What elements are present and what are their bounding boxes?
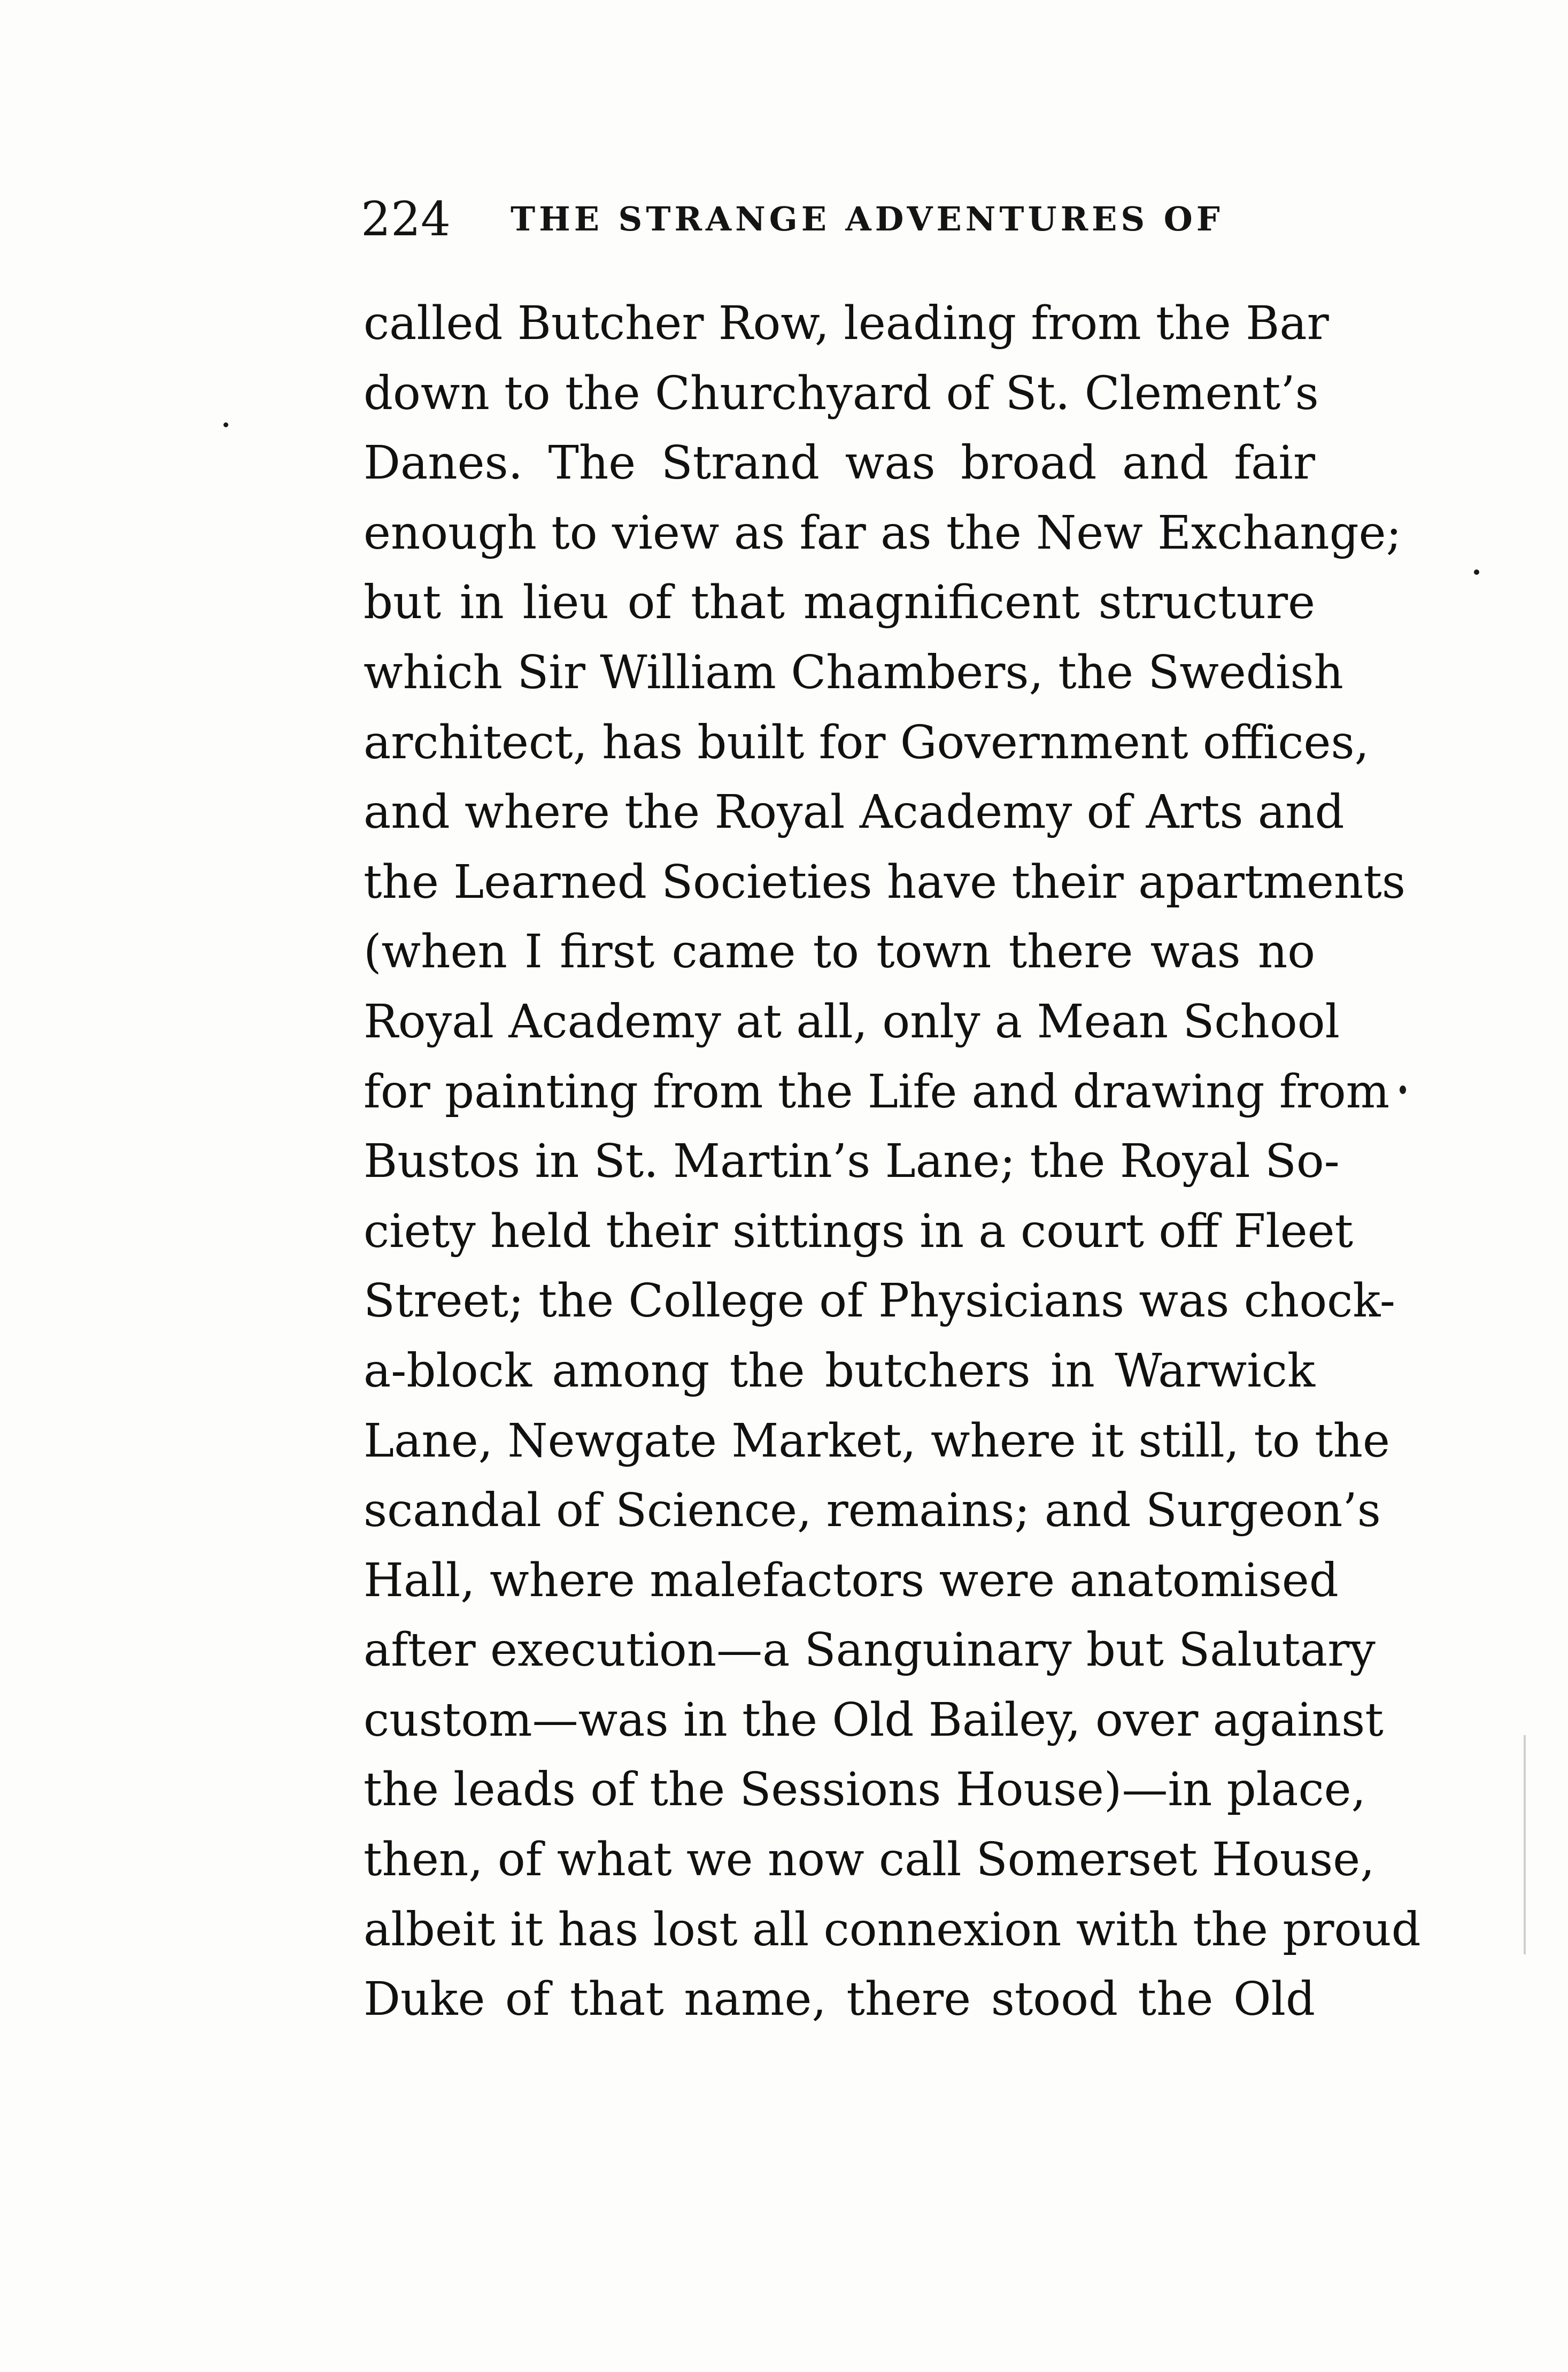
text-line: Duke of that name, there stood the Old bbox=[364, 1973, 1315, 2027]
running-title: THE STRANGE ADVENTURES OF bbox=[511, 199, 1224, 238]
text-line: Lane, Newgate Market, where it still, to the bbox=[364, 1414, 1390, 1468]
page-number: 224 bbox=[361, 191, 451, 247]
text-line: down to the Churchyard of St. Clement’s bbox=[364, 366, 1319, 420]
text-line: ciety held their sittings in a court off Fleet bbox=[364, 1204, 1354, 1258]
text-line: Street; the College of Physicians was chock- bbox=[364, 1274, 1395, 1328]
ink-speck bbox=[1400, 1085, 1406, 1094]
text-line: enough to view as far as the New Exchange; bbox=[364, 506, 1402, 560]
text-line: scandal of Science, remains; and Surgeon’s bbox=[364, 1484, 1381, 1538]
text-line: albeit it has lost all connexion with the proud bbox=[364, 1903, 1421, 1957]
text-line: after execution—a Sanguinary but Salutary bbox=[364, 1623, 1376, 1677]
text-line: a-block among the butchers in Warwick bbox=[364, 1344, 1315, 1398]
text-line: Danes. The Strand was broad and fair bbox=[364, 436, 1315, 490]
text-line: Hall, where malefactors were anatomised bbox=[364, 1553, 1339, 1607]
body-text bbox=[364, 289, 1421, 2035]
text-line: Royal Academy at all, only a Mean School bbox=[364, 995, 1340, 1049]
text-line: for painting from the Life and drawing from bbox=[364, 1065, 1390, 1119]
text-line: the leads of the Sessions House)—in place, bbox=[364, 1763, 1366, 1817]
text-line: and where the Royal Academy of Arts and bbox=[364, 785, 1345, 840]
text-line: then, of what we now call Somerset House, bbox=[364, 1833, 1375, 1887]
text-line: but in lieu of that magnificent structure bbox=[364, 576, 1315, 630]
ink-speck bbox=[1474, 569, 1479, 575]
text-line: custom—was in the Old Bailey, over against bbox=[364, 1693, 1384, 1747]
text-line: Bustos in St. Martin’s Lane; the Royal So- bbox=[364, 1135, 1340, 1189]
text-line: called Butcher Row, leading from the Bar bbox=[364, 297, 1329, 350]
margin-line bbox=[1524, 1735, 1526, 1954]
text-line: which Sir William Chambers, the Swedish bbox=[364, 645, 1343, 699]
running-header bbox=[361, 187, 1323, 251]
text-line: architect, has built for Government offices, bbox=[364, 715, 1369, 769]
text-line: the Learned Societies have their apartments bbox=[364, 855, 1405, 909]
text-line: (when I first came to town there was no bbox=[364, 925, 1315, 979]
ink-speck bbox=[223, 422, 228, 427]
